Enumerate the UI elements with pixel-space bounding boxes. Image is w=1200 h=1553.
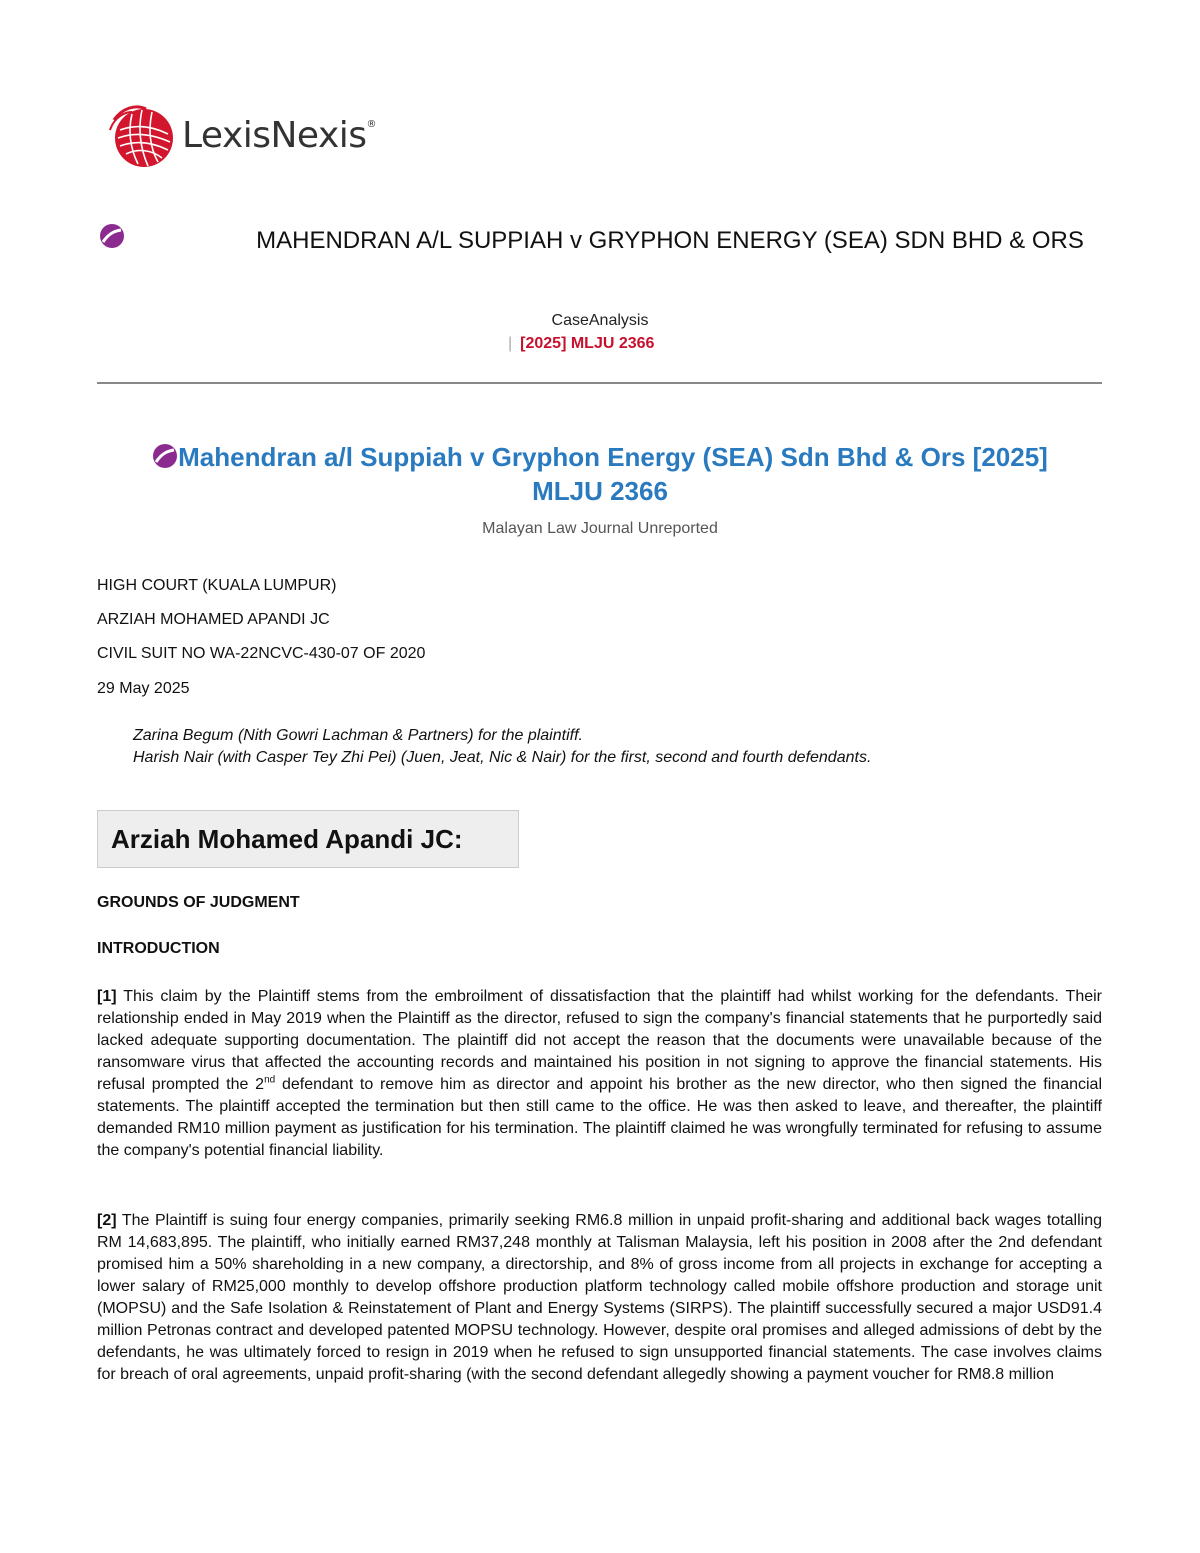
paragraph-text: defendant to remove him as director and appoint his brother as the new director, who then signed the financial statements. The plaintiff accepted the termination but then still came to the office. He was then asked to leave, and thereafter, the plaintiff demanded RM10 million payment as justification for his termination. The plaintiff claimed he was wrongfully terminated for refusing to assume the company's potential financial liability. bbox=[97, 1076, 1102, 1159]
case-title: MAHENDRAN A/L SUPPIAH v GRYPHON ENERGY (SEA) SDN BHD & ORS bbox=[256, 227, 1084, 254]
citation-separator: | bbox=[508, 335, 513, 352]
ordinal-suffix: nd bbox=[264, 1074, 276, 1086]
citation[interactable]: [2025] MLJU 2366 bbox=[520, 335, 655, 352]
document-title-text: Mahendran a/l Suppiah v Gryphon Energy (SEA) Sdn Bhd & Ors [2025] MLJU 2366 bbox=[178, 442, 1048, 506]
judge-name: ARZIAH MOHAMED APANDI JC bbox=[97, 611, 330, 628]
paragraph-text: The Plaintiff is suing four energy companies, primarily seeking RM6.8 million in unpaid profit-sharing and additional back wages totalling RM 14,683,895. The plaintiff, who initially earned RM37,248 monthly at Talisman Malaysia, left his position in 2008 after the 2nd defendant promised him a 50% shareholding in a new company, a directorship, and 8% of gross income from all projects in exchange for accepting a lower salary of RM25,000 monthly to develop offshore production platform technology called mobile offshore production and storage unit (MOPSU) and the Safe Isolation & Reinstatement of Plant and Energy Systems (SIRPS). The plaintiff successfully secured a major USD91.4 million Petronas contract and developed patented MOPSU technology. However, despite oral promises and alleged admissions of debt by the defendants, he was ultimately forced to resign in 2019 when he refused to sign unsupported financial statements. The case involves claims for breach of oral agreements, unpaid profit-sharing (with the second defendant allegedly showing a payment voucher for RM8.8 million bbox=[97, 1212, 1102, 1383]
document-title[interactable] bbox=[120, 440, 1080, 508]
counsel-block bbox=[133, 725, 871, 769]
header-divider bbox=[97, 382, 1102, 384]
lexisnexis-globe-icon bbox=[106, 100, 176, 170]
lexisnexis-logo bbox=[106, 100, 376, 170]
brand-wordmark bbox=[182, 115, 376, 156]
counsel-plaintiff: Zarina Begum (Nith Gowri Lachman & Partners) for the plaintiff. bbox=[133, 727, 583, 744]
citation-line bbox=[508, 335, 654, 353]
brand-name: LexisNexis bbox=[182, 114, 367, 156]
paragraph-1 bbox=[97, 986, 1102, 1162]
document-type: CaseAnalysis bbox=[551, 312, 649, 329]
counsel-defendants: Harish Nair (with Casper Tey Zhi Pei) (Juen, Jeat, Nic & Nair) for the first, second and fourth defendants. bbox=[133, 749, 872, 766]
suit-number: CIVIL SUIT NO WA-22NCVC-430-07 OF 2020 bbox=[97, 645, 426, 662]
judgment-date: 29 May 2025 bbox=[97, 680, 190, 697]
paragraph-number: [2] bbox=[97, 1212, 117, 1229]
paragraph-number: [1] bbox=[97, 988, 117, 1005]
case-status-pill-icon bbox=[99, 223, 125, 249]
case-status-pill-icon bbox=[152, 443, 178, 469]
journal-name: Malayan Law Journal Unreported bbox=[482, 520, 718, 537]
paragraph-text: This claim by the Plaintiff stems from the embroilment of dissatisfaction that the plaintiff had whilst working for the defendants. Their relationship ended in May 2019 when the Plaintiff as the director, refused to sign the company's financial statements that he purportedly said lacked adequate supporting documentation. The plaintiff did not accept the reason that the documents were unavailable because of the ransomware virus that affected the accounting records and maintained his position in not signing to approve the financial statements. His refusal prompted the 2 bbox=[97, 988, 1102, 1093]
brand-reg-mark: ® bbox=[366, 118, 377, 130]
judge-heading-box bbox=[97, 810, 519, 868]
court-name: HIGH COURT (KUALA LUMPUR) bbox=[97, 577, 337, 594]
section-heading-introduction: INTRODUCTION bbox=[97, 940, 220, 957]
judge-heading: Arziah Mohamed Apandi JC: bbox=[111, 824, 463, 854]
paragraph-2 bbox=[97, 1210, 1102, 1386]
section-heading-grounds: GROUNDS OF JUDGMENT bbox=[97, 894, 300, 911]
